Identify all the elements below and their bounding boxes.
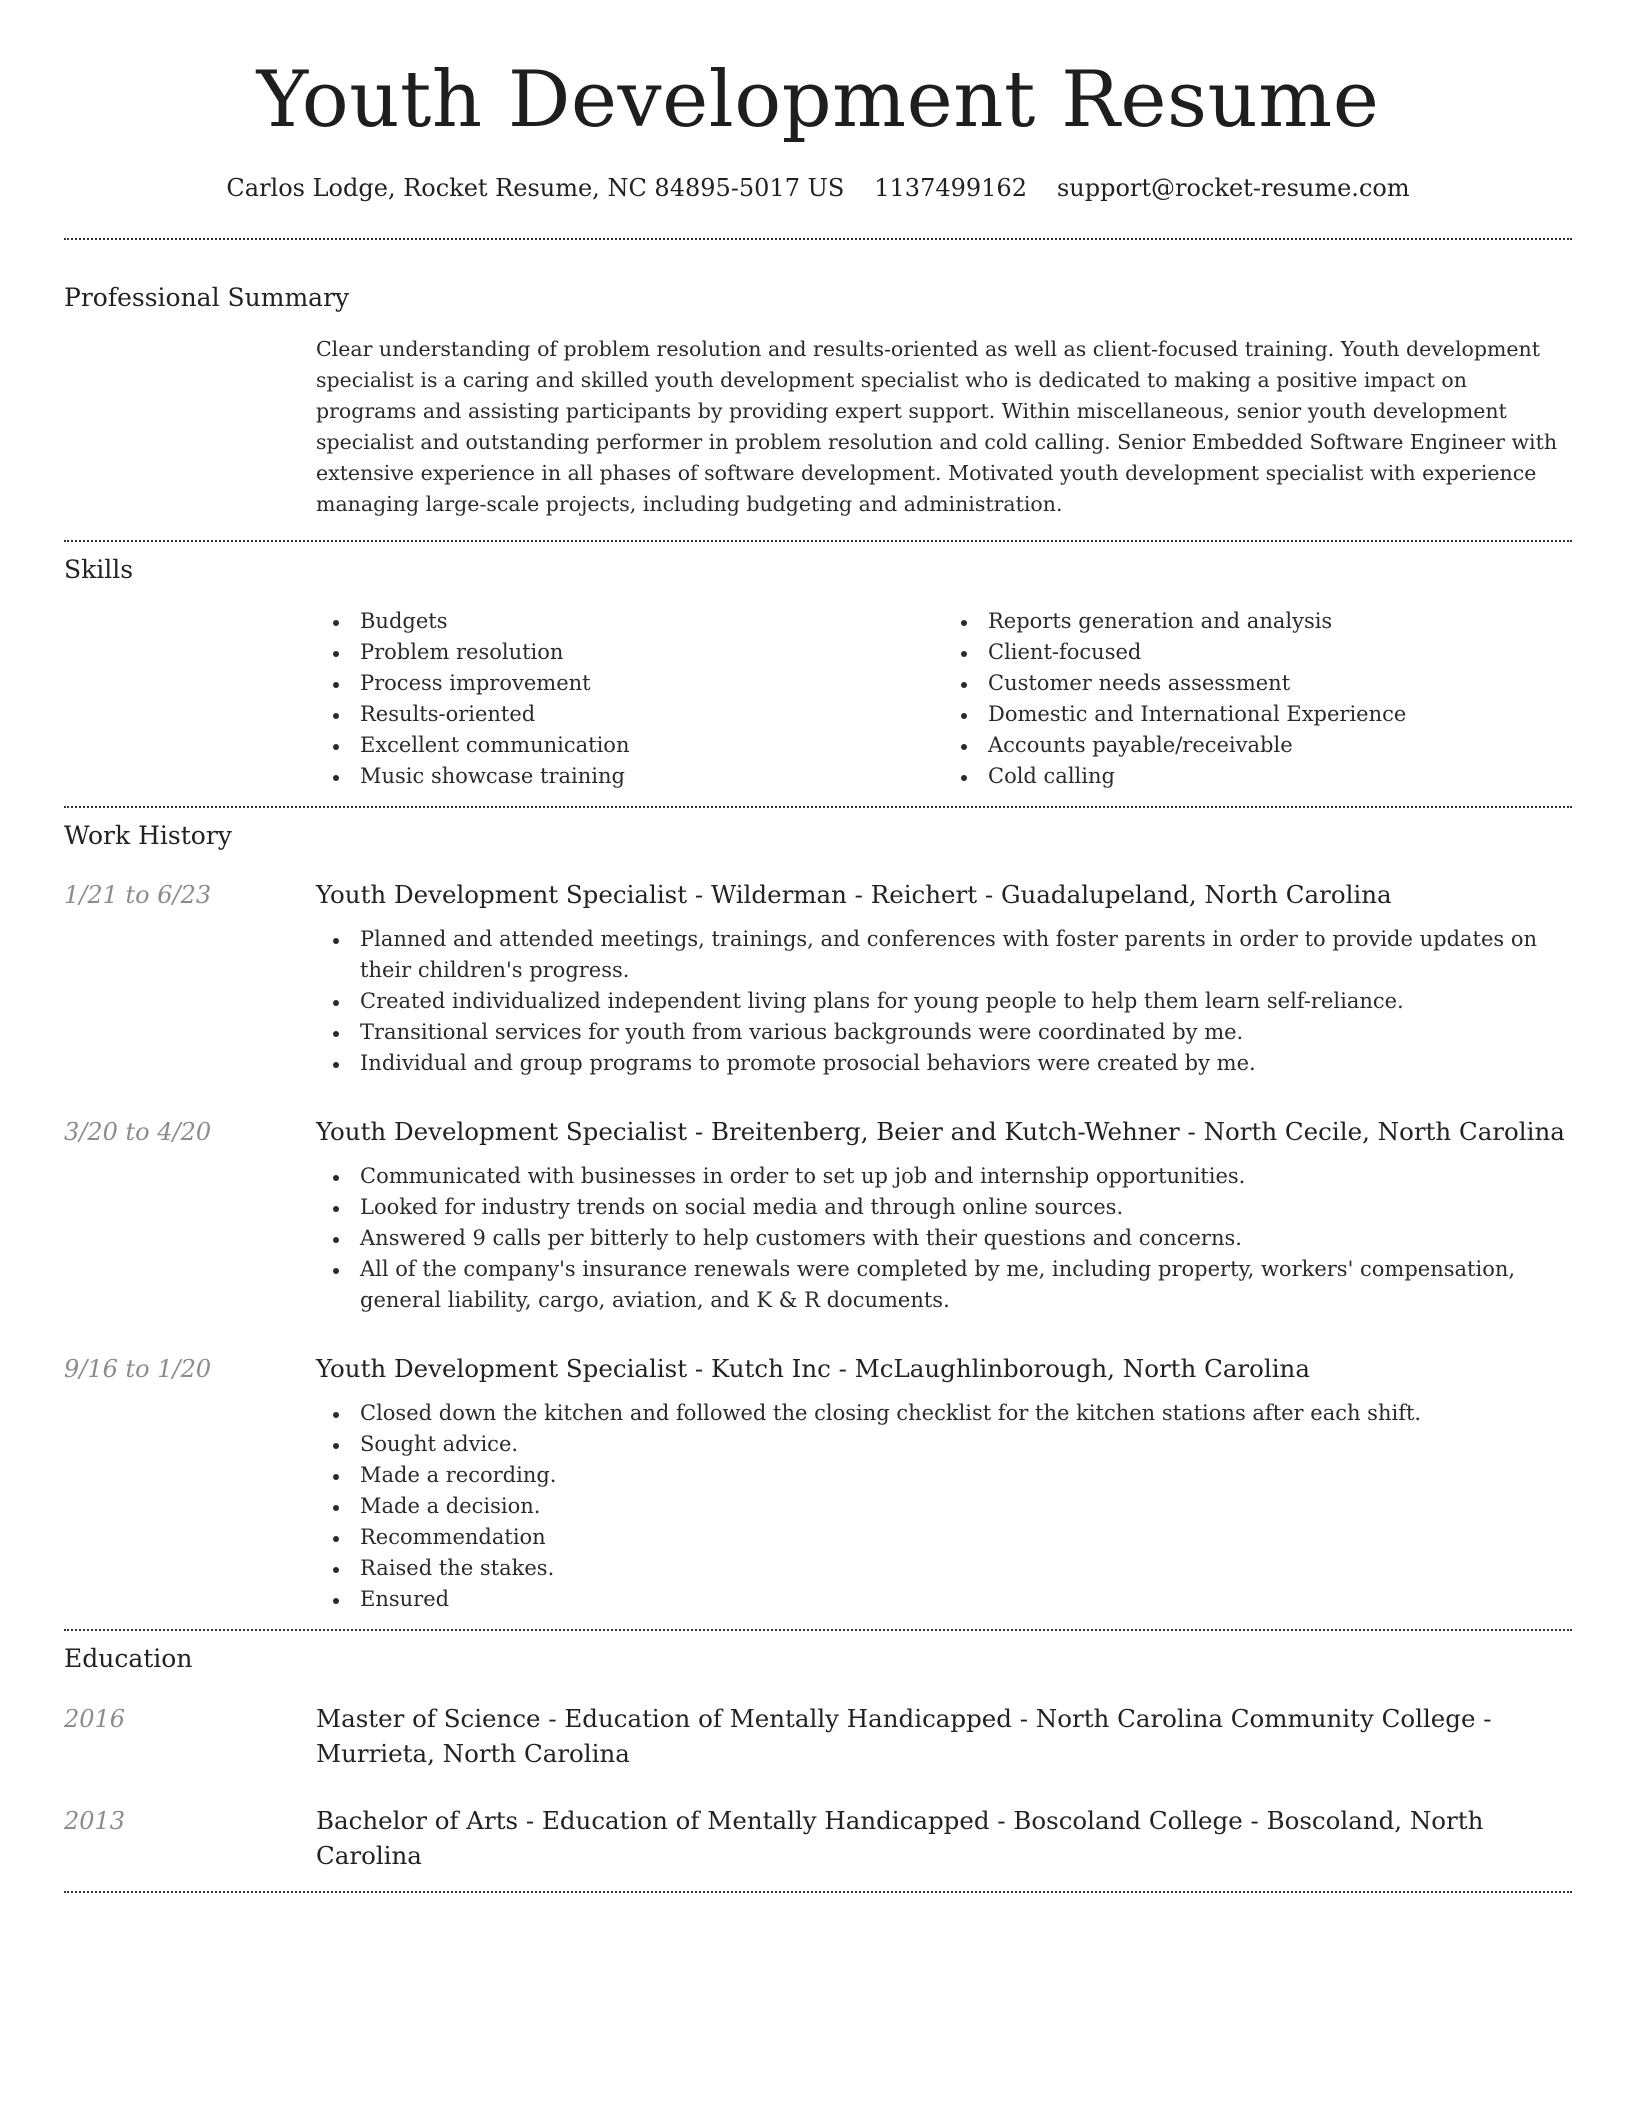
job-title: Youth Development Specialist [316, 1354, 688, 1383]
skills-column-right [944, 606, 1572, 792]
job-bullet: Made a recording. [360, 1460, 1572, 1491]
job-entry [64, 1115, 1572, 1316]
section-heading-summary: Professional Summary [64, 283, 350, 312]
education-details: Bachelor of Arts - Education of Mentally Handicapped - Boscoland College - Boscoland, North Carolina [316, 1806, 1484, 1870]
section-divider [64, 540, 1572, 542]
job-bullet: Made a decision. [360, 1491, 1572, 1522]
job-employer-location: - Kutch Inc - McLaughlinborough, North Carolina [687, 1354, 1310, 1383]
education-entry [64, 1803, 1572, 1873]
job-header [64, 878, 1572, 912]
education-section [64, 1643, 1572, 1873]
professional-summary-section [64, 282, 1572, 520]
contact-info [64, 172, 1572, 204]
job-heading [316, 1352, 1310, 1386]
job-dates: 9/16 to 1/20 [64, 1355, 212, 1383]
education-year: 2016 [64, 1705, 126, 1733]
skills-section [64, 554, 1572, 792]
skill-item: Reports generation and analysis [988, 606, 1572, 637]
skill-item: Accounts payable/receivable [988, 730, 1572, 761]
skill-item: Results-oriented [360, 699, 944, 730]
contact-email: support@rocket-resume.com [1056, 174, 1410, 202]
skill-item: Cold calling [988, 761, 1572, 792]
job-dates: 3/20 to 4/20 [64, 1118, 212, 1146]
skill-item: Customer needs assessment [988, 668, 1572, 699]
contact-address: Carlos Lodge, Rocket Resume, NC 84895-5017 US [226, 174, 845, 202]
skill-item: Excellent communication [360, 730, 944, 761]
job-bullet: Recommendation [360, 1522, 1572, 1553]
skills-column-left [316, 606, 944, 792]
job-bullets [316, 1161, 1572, 1316]
resume-page [64, 0, 1572, 1893]
job-bullets [316, 1398, 1572, 1615]
job-bullet: Closed down the kitchen and followed the closing checklist for the kitchen stations after each shift. [360, 1398, 1572, 1429]
section-divider [64, 806, 1572, 808]
skill-item: Music showcase training [360, 761, 944, 792]
job-header [64, 1115, 1572, 1149]
job-bullet: Planned and attended meetings, trainings, and conferences with foster parents in order to provide updates on their children's progress. [360, 924, 1572, 986]
skill-item: Client-focused [988, 637, 1572, 668]
work-history-section [64, 820, 1572, 1615]
education-details: Master of Science - Education of Mentally Handicapped - North Carolina Community College - Murrieta, North Carolina [316, 1704, 1492, 1768]
skill-item: Problem resolution [360, 637, 944, 668]
job-bullet: Communicated with businesses in order to set up job and internship opportunities. [360, 1161, 1572, 1192]
job-bullets [316, 924, 1572, 1079]
job-bullet: Created individualized independent living plans for young people to help them learn self-reliance. [360, 986, 1572, 1017]
job-bullet: Individual and group programs to promote prosocial behaviors were created by me. [360, 1048, 1572, 1079]
job-title: Youth Development Specialist [316, 1117, 688, 1146]
skill-item: Process improvement [360, 668, 944, 699]
skills-grid [316, 606, 1572, 792]
section-divider [64, 1891, 1572, 1893]
section-divider [64, 238, 1572, 240]
section-heading-work: Work History [64, 821, 232, 850]
education-year: 2013 [64, 1807, 126, 1835]
job-employer-location: - Breitenberg, Beier and Kutch-Wehner - North Cecile, North Carolina [687, 1117, 1565, 1146]
skill-item: Budgets [360, 606, 944, 637]
job-bullet: Ensured [360, 1584, 1572, 1615]
summary-text: Clear understanding of problem resolution and results-oriented as well as client-focused training. Youth development specialist is a caring and skilled youth development specialist who is dedicated to making a positive impact on programs and assisting participants by providing expert support. Within miscellaneous, senior youth development specialist and outstanding performer in problem resolution and cold calling. Senior Embedded Software Engineer with extensive experience in all phases of software development. Motivated youth development specialist with experience managing large-scale projects, including budgeting and administration. [316, 337, 1558, 516]
education-entry [64, 1701, 1572, 1771]
job-employer-location: - Wilderman - Reichert - Guadalupeland, North Carolina [687, 880, 1392, 909]
job-heading [316, 878, 1392, 912]
section-heading-skills: Skills [64, 555, 134, 584]
job-entry [64, 878, 1572, 1079]
job-bullet: Raised the stakes. [360, 1553, 1572, 1584]
job-bullet: Sought advice. [360, 1429, 1572, 1460]
job-bullet: All of the company's insurance renewals were completed by me, including property, workers' compensation, general liability, cargo, aviation, and K & R documents. [360, 1254, 1572, 1316]
job-bullet: Answered 9 calls per bitterly to help customers with their questions and concerns. [360, 1223, 1572, 1254]
job-bullet: Transitional services for youth from various backgrounds were coordinated by me. [360, 1017, 1572, 1048]
contact-phone: 1137499162 [874, 174, 1027, 202]
job-header [64, 1352, 1572, 1386]
section-heading-education: Education [64, 1644, 193, 1673]
section-divider [64, 1629, 1572, 1631]
job-title: Youth Development Specialist [316, 880, 688, 909]
resume-title: Youth Development Resume [256, 55, 1380, 145]
job-dates: 1/21 to 6/23 [64, 881, 212, 909]
job-bullet: Looked for industry trends on social media and through online sources. [360, 1192, 1572, 1223]
job-entry [64, 1352, 1572, 1615]
job-heading [316, 1115, 1565, 1149]
skill-item: Domestic and International Experience [988, 699, 1572, 730]
